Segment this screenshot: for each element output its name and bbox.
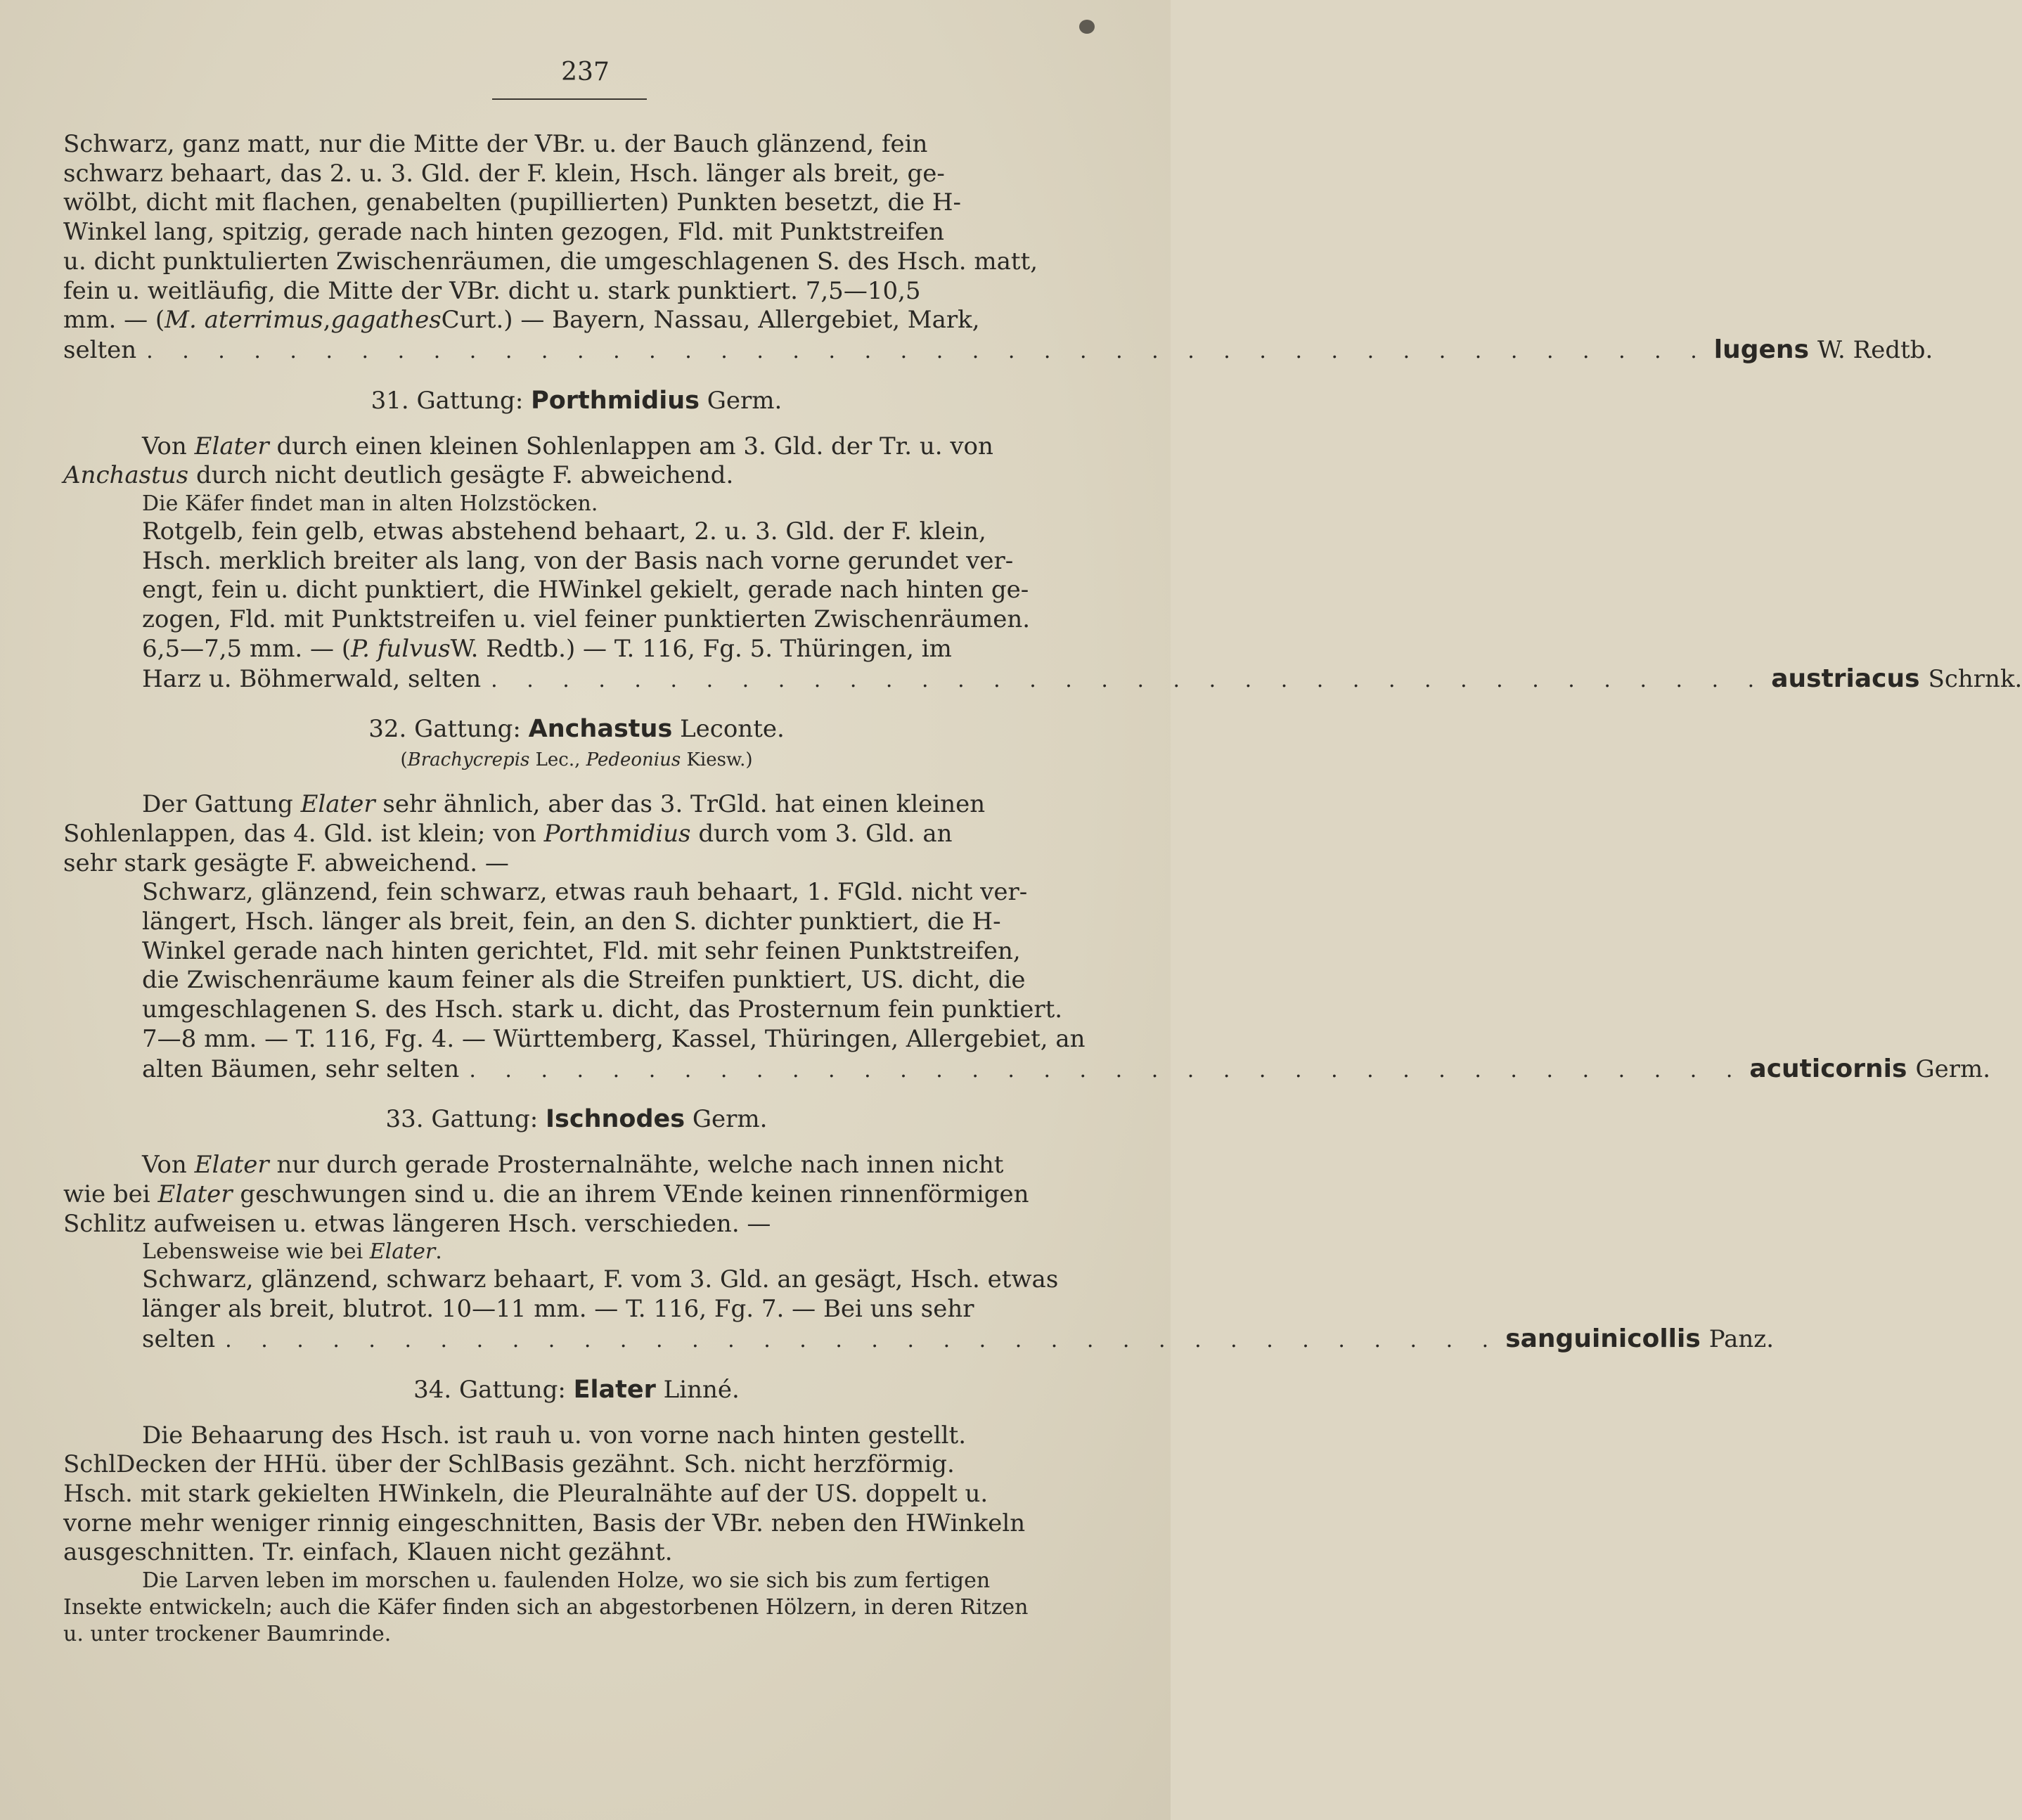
genus-name: Ischnodes	[545, 1105, 685, 1134]
text-line: Von Elater durch einen kleinen Sohlenlappen am 3. Gld. der Tr. u. von	[142, 432, 993, 460]
species-name: sanguinicollis	[1505, 1324, 1701, 1353]
page-number: 237	[561, 58, 610, 86]
text-line: Winkel lang, spitzig, gerade nach hinten gezogen, Fld. mit Punktstreifen	[63, 218, 945, 247]
text-line: Schwarz, ganz matt, nur die Mitte der VBr. u. der Bauch glänzend, fein	[63, 130, 928, 158]
text-line: Schlitz aufweisen u. etwas längeren Hsch. verschieden. —	[63, 1209, 771, 1238]
species-name: lugens	[1713, 335, 1809, 364]
species-line: alten Bäumen, sehr selten . . . . . . . . . . . . . . . . . . . . . . . . . . . . . . . . . . . . acuticornis Germ.	[63, 1054, 1090, 1085]
text-line: u. dicht punktulierten Zwischenräumen, die umgeschlagenen S. des Hsch. matt,	[63, 247, 1038, 276]
text-line: SchlDecken der HHü. über der SchlBasis gezähnt. Sch. nicht herzförmig.	[63, 1450, 955, 1479]
text-line: längert, Hsch. länger als breit, fein, an den S. dichter punktiert, die H-	[142, 908, 1001, 936]
text-line: Sohlenlappen, das 4. Gld. ist klein; von Porthmidius durch vom 3. Gld. an	[63, 819, 953, 848]
species-name: acuticornis	[1749, 1054, 1907, 1083]
note-line: Insekte entwickeln; auch die Käfer finden sich an abgestorbenen Hölzern, in deren Ritzen	[63, 1595, 1029, 1620]
text-line: Schwarz, glänzend, fein schwarz, etwas rauh behaart, 1. FGld. nicht ver-	[142, 878, 1028, 907]
dot-leader: . . . . . . . . . . . . . . . . . . . . . . . . . . . . . . . . . . . . . . . . . . . .	[146, 338, 1708, 363]
species-name: austriacus	[1771, 664, 1920, 693]
text-line: Anchastus durch nicht deutlich gesägte F. abweichend.	[63, 461, 734, 490]
dot-leader: . . . . . . . . . . . . . . . . . . . . . . . . . . . . . . . . . . . .	[491, 667, 1766, 692]
text-line: Von Elater nur durch gerade Prosternalnähte, welche nach innen nicht	[142, 1151, 1004, 1180]
text-line: sehr stark gesägte F. abweichend. —	[63, 848, 509, 877]
text-line: die Zwischenräume kaum feiner als die Streifen punktiert, US. dicht, die	[142, 966, 1026, 995]
genus-name: Elater	[573, 1375, 656, 1404]
species-author: Schrnk.	[1928, 664, 2022, 693]
page-content	[63, 130, 2022, 1648]
text-line: vorne mehr weniger rinnig eingeschnitten, Basis der VBr. neben den HWinkeln	[63, 1509, 1026, 1537]
text-line: fein u. weitläufig, die Mitte der VBr. dicht u. stark punktiert. 7,5—10,5	[63, 276, 921, 305]
species-line: Harz u. Böhmerwald, selten . . . . . . . . . . . . . . . . . . . . . . . . . . . . . . . . . . . . austriacus Schrnk.	[63, 664, 1090, 695]
note-line: u. unter trockener Baumrinde.	[63, 1622, 392, 1647]
text-line: Winkel gerade nach hinten gerichtet, Fld. mit sehr feinen Punktstreifen,	[142, 936, 1021, 965]
species-author: Germ.	[1915, 1054, 1991, 1083]
note-line: Die Larven leben im morschen u. faulenden Holze, wo sie sich bis zum fertigen	[142, 1568, 991, 1594]
genus-name: Anchastus	[528, 715, 673, 744]
text-line: 6,5—7,5 mm. — ( P. fulvus W. Redtb.) — T. 116, Fg. 5. Thüringen, im	[142, 634, 952, 663]
text-line: schwarz behaart, das 2. u. 3. Gld. der F. klein, Hsch. länger als breit, ge-	[63, 159, 945, 188]
text-line: Der Gattung Elater sehr ähnlich, aber das 3. TrGld. hat einen kleinen	[142, 790, 986, 819]
text-line: Rotgelb, fein gelb, etwas abstehend behaart, 2. u. 3. Gld. der F. klein,	[142, 517, 986, 546]
dot-leader: . . . . . . . . . . . . . . . . . . . . . . . . . . . . . . . . . . . .	[469, 1057, 1744, 1083]
note-line: Die Käfer findet man in alten Holzstöcken.	[142, 491, 598, 517]
text-line: Schwarz, glänzend, schwarz behaart, F. vom 3. Gld. an gesägt, Hsch. etwas	[142, 1265, 1059, 1294]
species-line: selten . . . . . . . . . . . . . . . . . . . . . . . . . . . . . . . . . . . . . . . . . . . . lugens W. Redtb.	[63, 335, 1090, 366]
text-line: zogen, Fld. mit Punktstreifen u. viel feiner punktierten Zwischenräumen.	[142, 605, 1031, 634]
genus-heading-34: 34. Gattung: Elater Linné.	[413, 1375, 740, 1404]
ink-spot	[1079, 20, 1095, 34]
genus-heading-31: 31. Gattung: Porthmidius Germ.	[371, 386, 783, 415]
species-line: selten . . . . . . . . . . . . . . . . . . . . . . . . . . . . . . . . . . . . sanguinicollis Panz.	[63, 1324, 1090, 1355]
species-author: Panz.	[1708, 1324, 1775, 1353]
text-line: mm. — ( M. aterrimus , gagathes Curt.) — Bayern, Nassau, Allergebiet, Mark,	[63, 306, 980, 335]
text-line: Die Behaarung des Hsch. ist rauh u. von vorne nach hinten gestellt.	[142, 1421, 967, 1450]
text-line: wölbt, dicht mit flachen, genabelten (pupillierten) Punkten besetzt, die H-	[63, 188, 962, 217]
genus-name: Porthmidius	[531, 386, 700, 415]
text-line: wie bei Elater geschwungen sind u. die an ihrem VEnde keinen rinnenförmigen	[63, 1180, 1029, 1208]
genus-heading-32: 32. Gattung: Anchastus Leconte.	[368, 715, 785, 744]
dot-leader: . . . . . . . . . . . . . . . . . . . . . . . . . . . . . . . . . . . .	[225, 1327, 1500, 1353]
genus-heading-33: 33. Gattung: Ischnodes Germ.	[385, 1105, 768, 1134]
page-number-rule	[492, 98, 647, 100]
text-line: ausgeschnitten. Tr. einfach, Klauen nicht gezähnt.	[63, 1538, 673, 1567]
intro-description	[63, 130, 1933, 366]
genus-synonyms: (Brachycrepis Lec., Pedeonius Kiesw.)	[400, 749, 753, 771]
text-line: Hsch. mit stark gekielten HWinkeln, die Pleuralnähte auf der US. doppelt u.	[63, 1479, 989, 1508]
text-line: 7—8 mm. — T. 116, Fg. 4. — Württemberg, Kassel, Thüringen, Allergebiet, an	[142, 1024, 1086, 1053]
text-line: engt, fein u. dicht punktiert, die HWinkel gekielt, gerade nach hinten ge-	[142, 576, 1029, 605]
text-line: länger als breit, blutrot. 10—11 mm. — T. 116, Fg. 7. — Bei uns sehr	[142, 1295, 974, 1324]
text-line: umgeschlagenen S. des Hsch. stark u. dicht, das Prosternum fein punktiert.	[142, 995, 1063, 1024]
species-author: W. Redtb.	[1817, 335, 1933, 364]
text-line: Hsch. merklich breiter als lang, von der Basis nach vorne gerundet ver-	[142, 546, 1014, 575]
note-line: Lebensweise wie bei Elater .	[142, 1239, 442, 1265]
